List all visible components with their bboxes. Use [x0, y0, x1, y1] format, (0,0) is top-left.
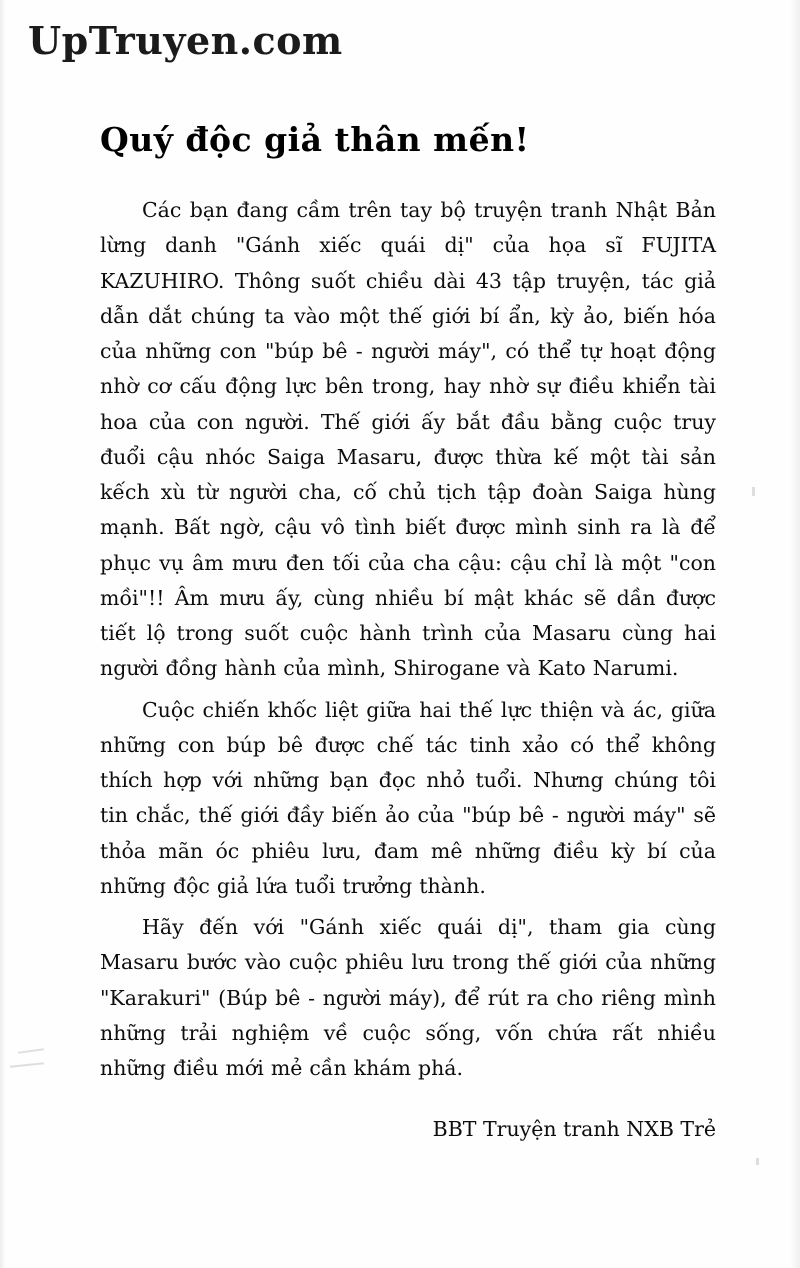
- signature: BBT Truyện tranh NXB Trẻ: [432, 1117, 716, 1142]
- scan-artifact: [752, 487, 755, 496]
- paragraph: Hãy đến với "Gánh xiếc quái dị", tham gia cùng Masaru bước vào cuộc phiêu lưu trong thế giới của những "Karakuri" (Búp bê - người máy), để rút ra cho riêng mình những trải nghiệm về cuộc sống, vốn chứa rất nhiều những điều mới mẻ cần khám phá.: [100, 915, 716, 1080]
- scan-artifact: [10, 1062, 44, 1068]
- page-title: Quý độc giả thân mến!: [100, 120, 530, 159]
- page-edge-left: [0, 0, 6, 1268]
- page-edge-right: [790, 0, 800, 1268]
- scan-artifact: [18, 1048, 44, 1054]
- letter-body: [100, 120, 716, 1148]
- paragraph: Cuộc chiến khốc liệt giữa hai thế lực thiện và ác, giữa những con búp bê được chế tác tinh xảo có thể không thích hợp với những bạn đọc nhỏ tuổi. Nhưng chúng tôi tin chắc, thế giới đầy biến ảo của "búp bê - người máy" sẽ thỏa mãn óc phiêu lưu, đam mê những điều kỳ bí của những độc giả lứa tuổi trưởng thành.: [100, 697, 716, 898]
- scan-artifact: [756, 1158, 759, 1165]
- site-watermark: UpTruyen.com: [28, 18, 343, 63]
- paragraph: Các bạn đang cầm trên tay bộ truyện tranh Nhật Bản lừng danh "Gánh xiếc quái dị" của họa sĩ FUJITA KAZUHIRO. Thông suốt chiều dài 43 tập truyện, tác giả dẫn dắt chúng ta vào một thế giới bí ẩn, kỳ ảo, biến hóa của những con "búp bê - người máy", có thể tự hoạt động nhờ cơ cấu động lực bên trong, hay nhờ sự điều khiển tài hoa của con người. Thế giới ấy bắt đầu bằng cuộc truy đuổi cậu nhóc Saiga Masaru, được thừa kế một tài sản kếch xù từ người cha, cố chủ tịch tập đoàn Saiga hùng mạnh. Bất ngờ, cậu vô tình biết được mình sinh ra là để phục vụ âm mưu đen tối của cha cậu: cậu chỉ là một "con mồi"!! Âm mưu ấy, cùng nhiều bí mật khác sẽ dần được tiết lộ trong suốt cuộc hành trình của Masaru cùng hai người đồng hành của mình, Shirogane và Kato Narumi.: [100, 198, 716, 681]
